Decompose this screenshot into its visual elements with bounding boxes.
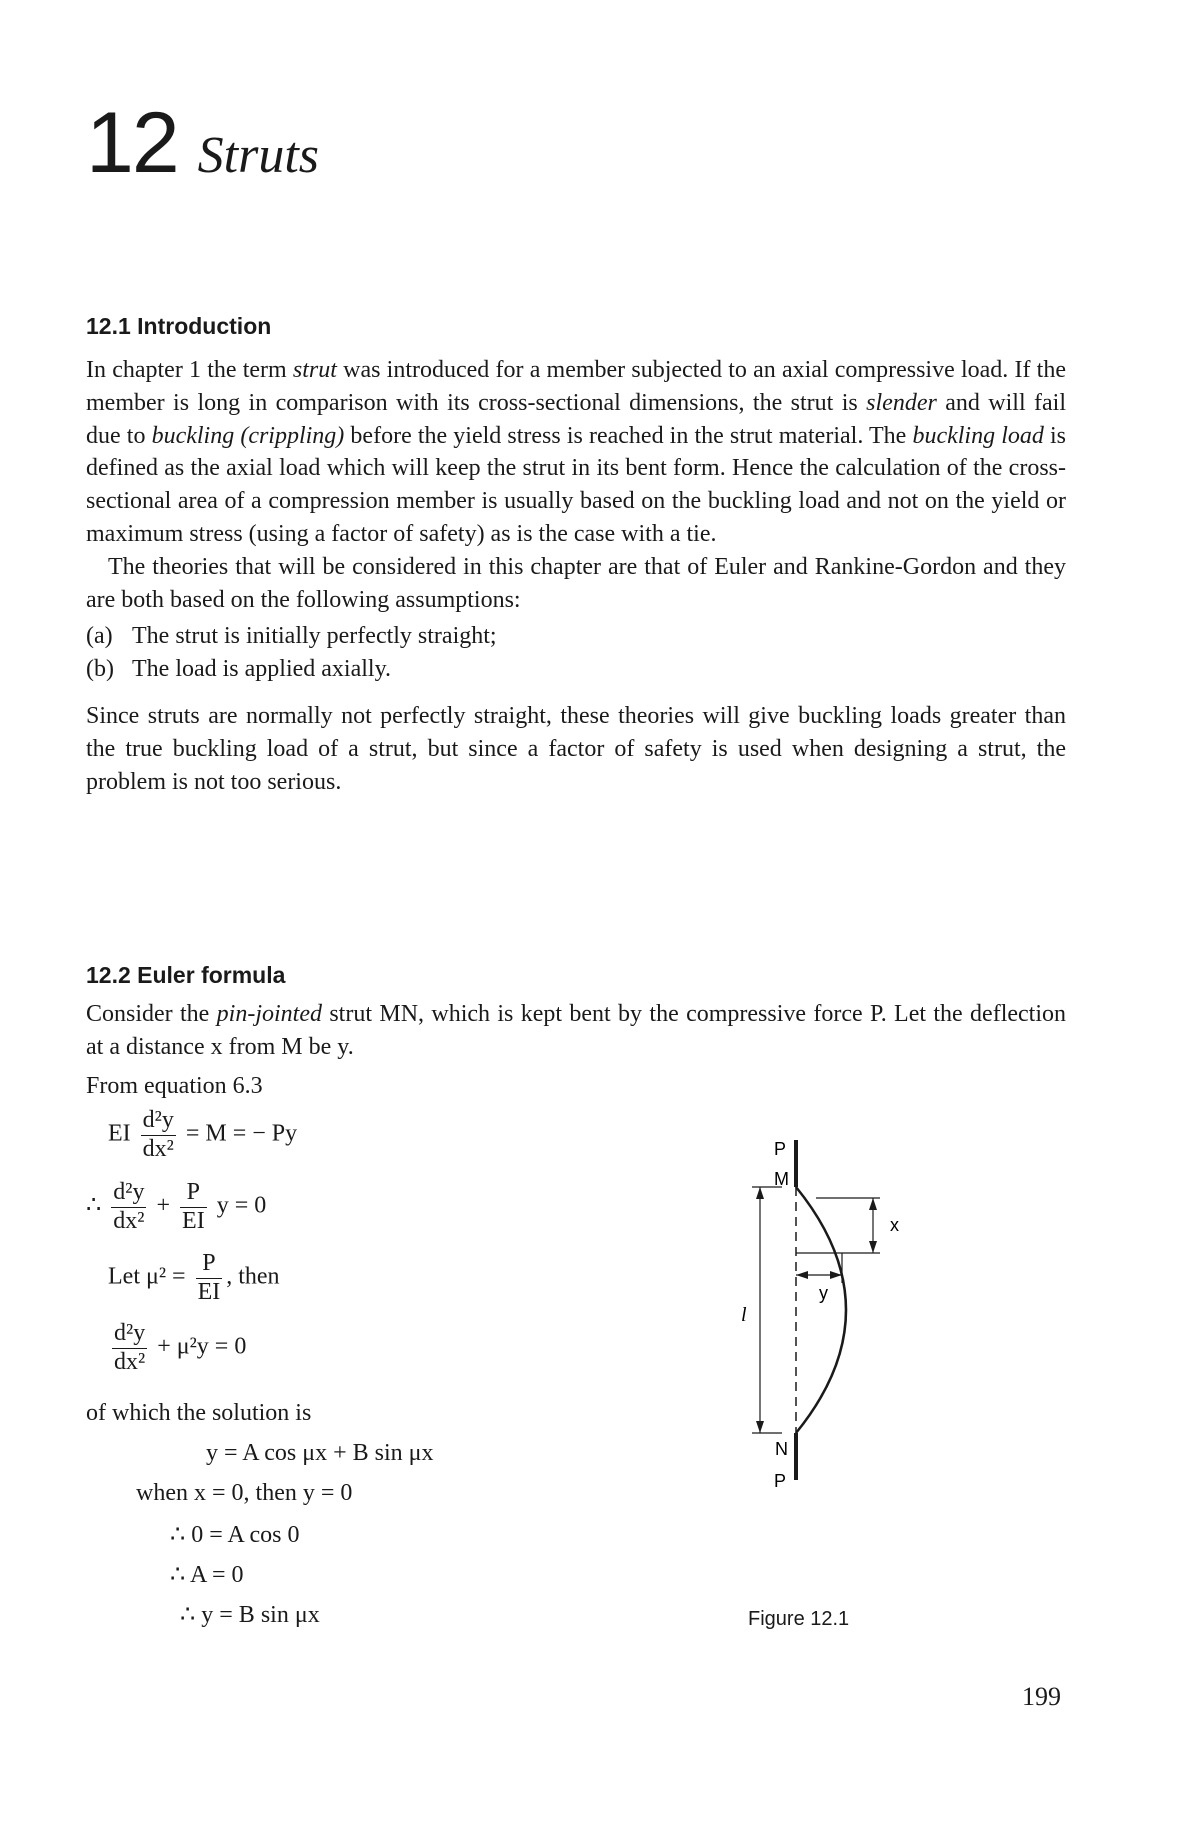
- equation-3: Let μ² = $\frac{P}{EI}$ , then: [108, 1250, 280, 1305]
- assumption-list: [86, 620, 1066, 686]
- chapter-title: Struts: [197, 127, 320, 184]
- label-p-bottom: P: [773, 1471, 786, 1491]
- label-p-top: P: [773, 1139, 786, 1159]
- chapter-number: 12: [86, 95, 178, 191]
- equation-1: EI $\frac{\text{d²y}}{\text{dx²}}$ = M = − Py: [108, 1107, 298, 1162]
- list-item: (b) The load is applied axially.: [86, 656, 392, 683]
- solution-intro: of which the solution is: [86, 1400, 312, 1426]
- label-y: y: [819, 1283, 828, 1303]
- solution-line-5: ∴ y = B sin μx: [180, 1602, 320, 1628]
- label-n: N: [775, 1439, 788, 1459]
- deflected-strut: [796, 1187, 846, 1433]
- intro-paragraph-1: In chapter 1 the term strut was introduced for a member subjected to an axial compressive load. If the member is long in comparison with its cross-sectional dimensions, the strut is slender and will fail due to buckling (crippling) before the yield stress is reached in the strut material. The buckling load is defined as the axial load which will keep the strut in its bent form. Hence the calculation of the cross-sectional area of a compression member is usually based on the buckling load and not on the yield or maximum stress (using a factor of safety) as is the case with a tie.: [86, 357, 1067, 547]
- solution-line-4: ∴ A = 0: [170, 1562, 244, 1588]
- label-x: x: [890, 1215, 899, 1235]
- solution-line-3: ∴ 0 = A cos 0: [170, 1522, 300, 1548]
- section-heading-euler: 12.2 Euler formula: [86, 962, 286, 988]
- label-l: l: [741, 1304, 747, 1326]
- list-item: (a) The strut is initially perfectly straight;: [86, 623, 497, 650]
- label-m: M: [774, 1169, 789, 1189]
- equation-4: $\frac{\text{d²y}}{\text{dx²}}$ + μ²y = 0: [114, 1320, 247, 1375]
- euler-paragraph-1: Consider the pin-jointed strut MN, which is kept bent by the compressive force P. Let the deflection at a distance x from M be y.: [86, 1001, 1066, 1060]
- strut-diagram: [730, 1125, 930, 1505]
- intro-paragraph-3: Since struts are normally not perfectly straight, these theories will give buckling loads greater than the true buckling load of a strut, but since a factor of safety is used when designing a strut, the problem is not too serious.: [86, 702, 1066, 795]
- from-equation-text: From equation 6.3: [86, 1072, 263, 1099]
- equation-2: ∴ $\frac{\text{d²y}}{\text{dx²}}$ + $\frac{P}{EI}$ y = 0: [86, 1179, 267, 1234]
- section-heading-introduction: 12.1 Introduction: [86, 313, 272, 339]
- intro-paragraph-2: The theories that will be considered in this chapter are that of Euler and Rankine-Gordon and they are both based on the following assumptions:: [86, 553, 1066, 613]
- intro-text: [86, 354, 1066, 798]
- chapter-heading: [86, 95, 320, 210]
- solution-line-2: when x = 0, then y = 0: [136, 1480, 353, 1506]
- euler-text: [86, 998, 1066, 1102]
- figure-caption: Figure 12.1: [748, 1608, 850, 1630]
- solution-line-1: y = A cos μx + B sin μx: [206, 1440, 434, 1466]
- page-number: 199: [1022, 1682, 1061, 1711]
